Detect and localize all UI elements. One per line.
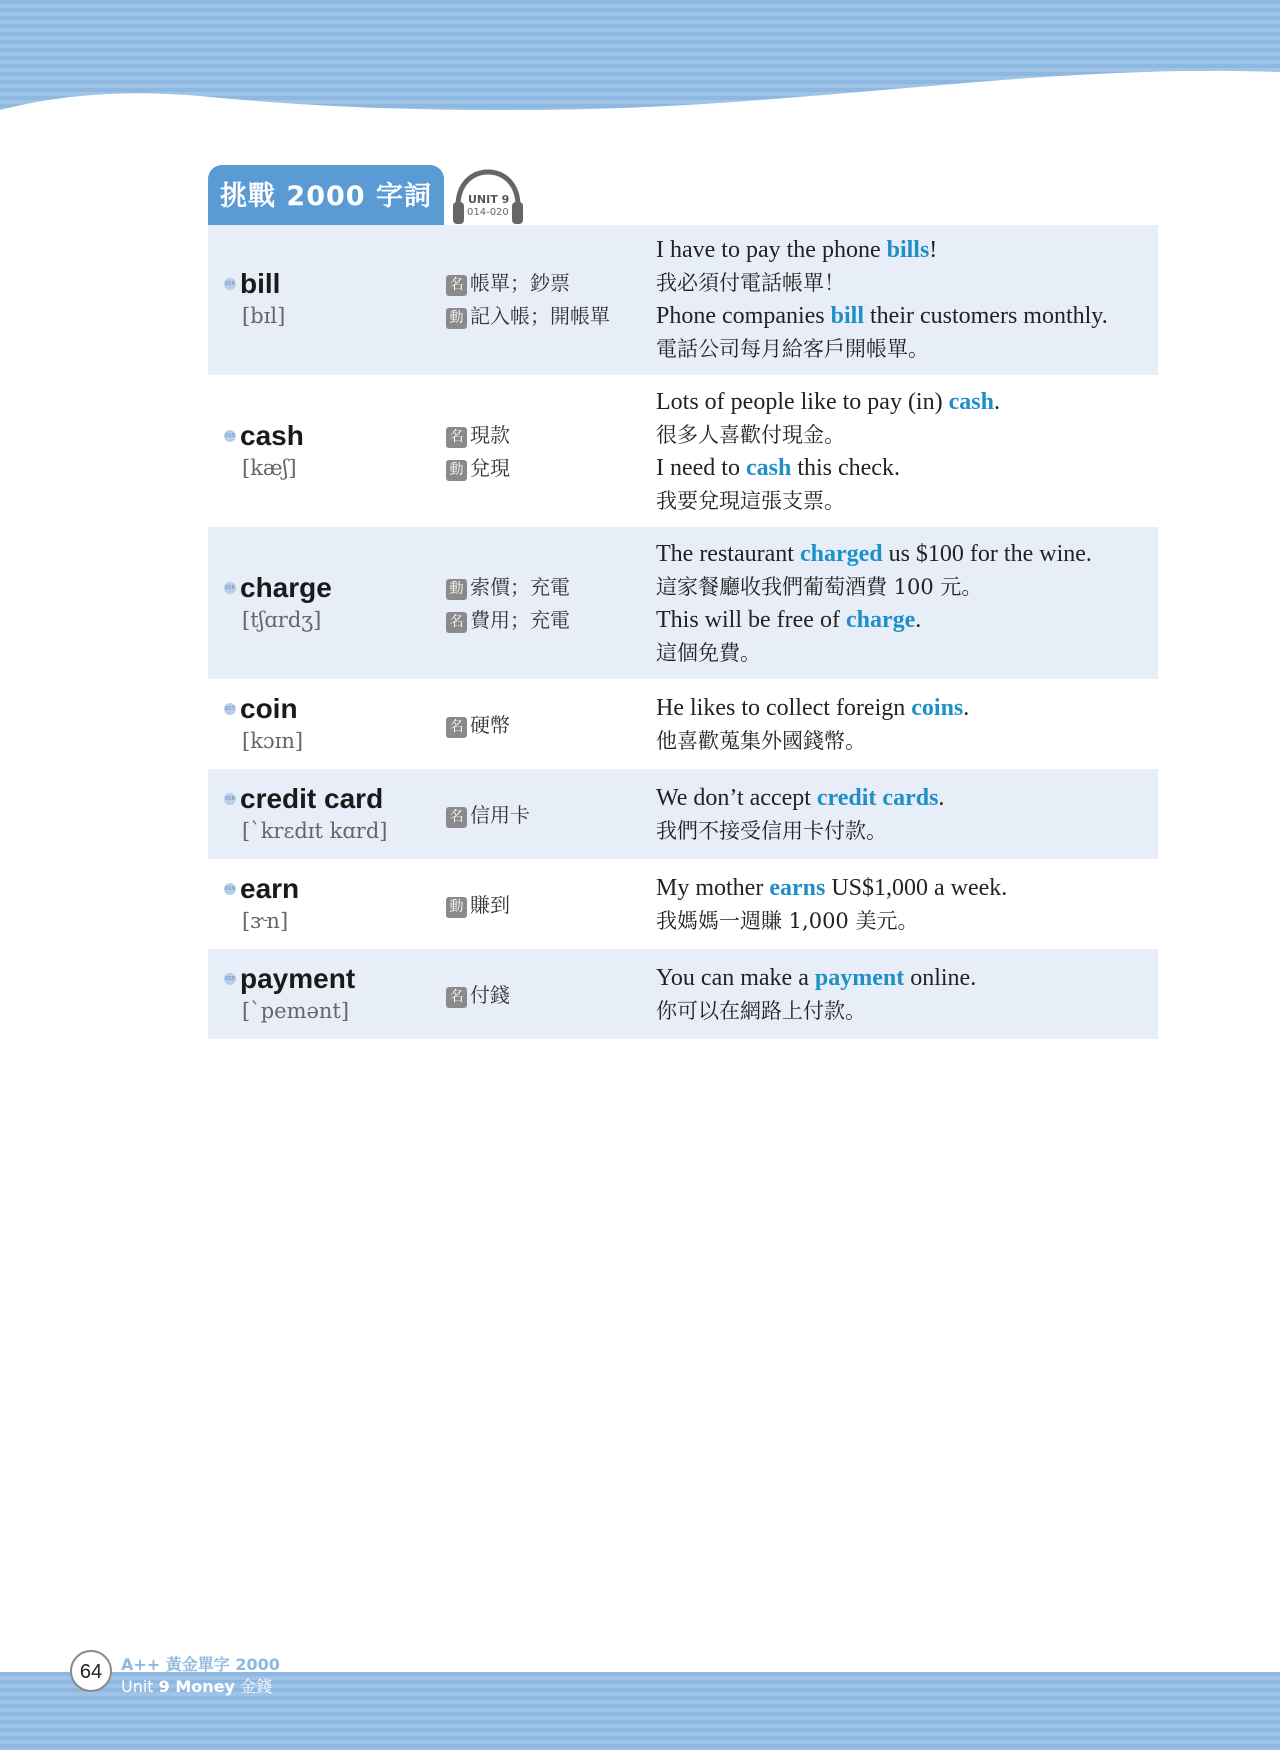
pos-tag: 名 xyxy=(446,427,467,448)
example-text: us $100 for the wine. xyxy=(882,541,1092,567)
example-sentence-zh: 很多人喜歡付現金。 xyxy=(656,423,845,447)
vocab-row xyxy=(208,951,1158,1041)
pos-line xyxy=(446,889,656,922)
audio-track-icon[interactable]: 016 xyxy=(224,582,236,594)
example-text: You can make a xyxy=(656,965,815,991)
pos-line xyxy=(446,300,656,333)
part-of-speech-column xyxy=(446,267,656,333)
audio-track-range: 014-020 xyxy=(467,207,509,218)
meaning: 記入帳；開帳單 xyxy=(470,304,610,328)
example-sentence-zh: 這家餐廳收我們葡萄酒費 100 元。 xyxy=(656,575,983,599)
example-sentence-en xyxy=(656,300,1158,333)
example-sentence-zh: 你可以在網路上付款。 xyxy=(656,999,866,1023)
audio-track-icon[interactable]: 020 xyxy=(224,973,236,985)
example-sentence-zh: 他喜歡蒐集外國錢幣。 xyxy=(656,729,866,753)
example-sentence-en xyxy=(656,872,1158,905)
example-sentence-en xyxy=(656,962,1158,995)
meaning: 索價；充電 xyxy=(470,575,570,599)
example-sentence-zh: 這個免費。 xyxy=(656,641,761,665)
audio-track-icon[interactable]: 018 xyxy=(224,793,236,805)
headword: coin xyxy=(240,693,298,724)
example-keyword: charged xyxy=(799,541,883,567)
example-keyword: credit cards xyxy=(816,785,939,811)
examples-column xyxy=(656,866,1158,944)
phonetic: [kɔɪn] xyxy=(242,729,304,753)
example-sentence-en xyxy=(656,452,1158,485)
phonetic: [kæʃ] xyxy=(242,456,297,480)
word-column xyxy=(208,268,446,332)
examples-column xyxy=(656,956,1158,1034)
word-column xyxy=(208,873,446,937)
examples-column xyxy=(656,686,1158,764)
vocab-row xyxy=(208,225,1158,377)
headword: cash xyxy=(240,420,304,451)
pos-tag: 名 xyxy=(446,612,467,633)
example-text: . xyxy=(915,607,922,633)
example-text: We don’t accept xyxy=(656,785,817,811)
phonetic: [tʃɑrdʒ] xyxy=(242,608,322,632)
unit-zh: 金錢 xyxy=(240,1677,273,1696)
vocab-row xyxy=(208,771,1158,861)
example-sentence-zh: 我要兌現這張支票。 xyxy=(656,489,845,513)
audio-track-icon[interactable]: 019 xyxy=(224,883,236,895)
meaning: 費用；充電 xyxy=(470,608,570,632)
example-sentence-en xyxy=(656,234,1158,267)
example-text: I have to pay the phone xyxy=(656,237,887,263)
example-sentence-zh: 我媽媽一週賺 1,000 美元。 xyxy=(656,909,919,933)
example-sentence-en xyxy=(656,386,1158,419)
pos-tag: 名 xyxy=(446,717,467,738)
example-text: Lots of people like to pay (in) xyxy=(656,389,949,415)
pos-tag: 動 xyxy=(446,460,467,481)
part-of-speech-column xyxy=(446,979,656,1012)
audio-unit-label: UNIT 9 xyxy=(468,193,510,206)
section-title: 挑戰 2000 字詞 xyxy=(220,181,432,212)
part-of-speech-column xyxy=(446,709,656,742)
phonetic: [ˋpemənt] xyxy=(242,999,350,1023)
example-text: . xyxy=(938,785,945,811)
pos-tag: 名 xyxy=(446,987,467,1008)
example-keyword: cash xyxy=(948,389,994,415)
headword: charge xyxy=(240,572,332,603)
examples-column xyxy=(656,776,1158,854)
headword: credit card xyxy=(240,783,384,814)
example-keyword: cash xyxy=(745,455,792,481)
vocab-row xyxy=(208,861,1158,951)
top-wave-banner xyxy=(0,0,1280,120)
meaning: 賺到 xyxy=(470,892,510,917)
example-text: I need to xyxy=(656,455,746,481)
examples-column xyxy=(656,228,1158,372)
section-title-tab xyxy=(208,165,444,225)
headword: earn xyxy=(240,873,300,904)
word-column xyxy=(208,693,446,757)
part-of-speech-column xyxy=(446,419,656,485)
audio-track-icon[interactable]: 014 xyxy=(224,278,236,290)
meaning: 信用卡 xyxy=(470,802,530,827)
unit-name: 9 Money xyxy=(158,1677,235,1696)
pos-tag: 名 xyxy=(446,807,467,828)
examples-column xyxy=(656,380,1158,524)
meaning: 硬幣 xyxy=(470,712,510,737)
pos-line xyxy=(446,979,656,1012)
pos-line xyxy=(446,452,656,485)
headword: payment xyxy=(240,963,356,994)
word-column xyxy=(208,572,446,636)
vocab-row xyxy=(208,377,1158,529)
example-text: Phone companies xyxy=(656,303,831,329)
example-keyword: bills xyxy=(886,237,930,263)
part-of-speech-column xyxy=(446,889,656,922)
example-text: This will be free of xyxy=(656,607,846,633)
audio-track-icon[interactable]: 017 xyxy=(224,703,236,715)
headword: bill xyxy=(240,268,281,299)
example-keyword: coins xyxy=(911,695,964,721)
pos-line xyxy=(446,604,656,637)
example-keyword: bill xyxy=(830,303,864,329)
example-text: My mother xyxy=(656,875,770,901)
pos-line xyxy=(446,571,656,604)
example-sentence-en xyxy=(656,538,1158,571)
phonetic: [bɪl] xyxy=(242,304,286,328)
pos-tag: 動 xyxy=(446,897,467,918)
phonetic: [ɝn] xyxy=(242,909,289,933)
pos-line xyxy=(446,267,656,300)
unit-label xyxy=(121,1674,272,1697)
word-column xyxy=(208,963,446,1027)
example-text: The restaurant xyxy=(656,541,800,567)
example-text: their customers monthly. xyxy=(864,303,1108,329)
example-keyword: earns xyxy=(769,875,826,901)
phonetic: [ˋkrɛdɪt kɑrd] xyxy=(242,819,388,843)
example-sentence-zh: 電話公司每月給客戶開帳單。 xyxy=(656,337,929,361)
word-column xyxy=(208,420,446,484)
example-keyword: payment xyxy=(814,965,905,991)
example-sentence-en xyxy=(656,604,1158,637)
example-sentence-zh: 我必須付電話帳單！ xyxy=(656,271,845,295)
example-keyword: charge xyxy=(845,607,916,633)
example-text: . xyxy=(993,389,1000,415)
page-number: 64 xyxy=(70,1650,112,1692)
example-text: this check. xyxy=(791,455,900,481)
meaning: 帳單；鈔票 xyxy=(470,271,570,295)
pos-line xyxy=(446,709,656,742)
book-title: A++ 黃金單字 2000 xyxy=(121,1655,280,1674)
example-sentence-en xyxy=(656,782,1158,815)
pos-line xyxy=(446,799,656,832)
example-text: online. xyxy=(904,965,977,991)
audio-track-icon[interactable]: 015 xyxy=(224,430,236,442)
word-column xyxy=(208,783,446,847)
vocab-row xyxy=(208,681,1158,771)
pos-line xyxy=(446,419,656,452)
pos-tag: 名 xyxy=(446,275,467,296)
unit-prefix: Unit xyxy=(121,1677,154,1696)
examples-column xyxy=(656,532,1158,676)
vocabulary-table xyxy=(208,225,1158,1041)
meaning: 付錢 xyxy=(470,982,510,1007)
vocab-row xyxy=(208,529,1158,681)
part-of-speech-column xyxy=(446,799,656,832)
pos-tag: 動 xyxy=(446,308,467,329)
example-text: ! xyxy=(929,237,938,263)
example-text: US$1,000 a week. xyxy=(825,875,1008,901)
example-sentence-zh: 我們不接受信用卡付款。 xyxy=(656,819,887,843)
example-sentence-en xyxy=(656,692,1158,725)
meaning: 兌現 xyxy=(470,456,510,480)
meaning: 現款 xyxy=(470,423,510,447)
part-of-speech-column xyxy=(446,571,656,637)
example-text: He likes to collect foreign xyxy=(656,695,912,721)
pos-tag: 動 xyxy=(446,579,467,600)
example-text: . xyxy=(963,695,970,721)
